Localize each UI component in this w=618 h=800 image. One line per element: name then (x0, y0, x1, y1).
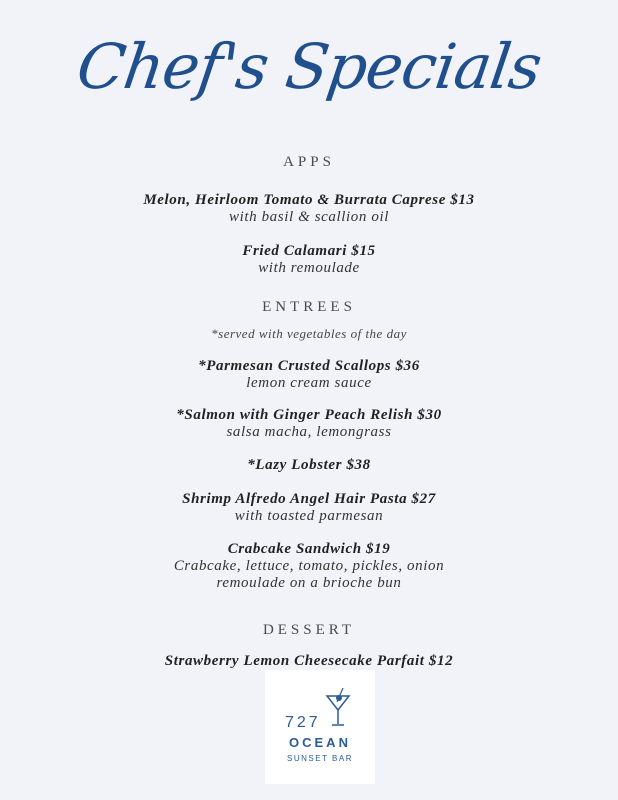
menu-item-description: with basil & scallion oil (228, 209, 389, 225)
martini-glass-icon (325, 688, 351, 728)
menu-item-name: *Lazy Lobster $38 (247, 457, 371, 473)
page-title: Chef's Specials (72, 30, 546, 103)
logo-tagline: SUNSET BAR (287, 754, 353, 763)
logo-name: OCEAN (289, 735, 351, 750)
menu-item-description: with toasted parmesan (234, 508, 384, 524)
menu-item-name: Fried Calamari $15 (242, 243, 376, 259)
menu-item-name: Crabcake Sandwich $19 (227, 541, 391, 557)
menu-item-name: *Parmesan Crusted Scallops $36 (198, 358, 420, 374)
menu-item-name: Shrimp Alfredo Angel Hair Pasta $27 (182, 491, 436, 507)
menu-item-description: with remoulade (258, 260, 360, 276)
section-note: *served with vegetables of the day (211, 326, 407, 341)
logo (265, 670, 375, 784)
menu-item-name: *Salmon with Ginger Peach Relish $30 (176, 407, 442, 423)
menu-item-name: Melon, Heirloom Tomato & Burrata Caprese $13 (143, 192, 475, 208)
menu-item-name: Strawberry Lemon Cheesecake Parfait $12 (164, 653, 454, 669)
menu-item-description: Crabcake, lettuce, tomato, pickles, onion (173, 558, 445, 574)
section-heading-entrees: ENTREES (262, 299, 356, 315)
section-heading-dessert: DESSERT (262, 622, 356, 638)
section-heading-apps: APPS (283, 154, 335, 170)
menu-item-description: remoulade on a brioche bun (216, 575, 402, 591)
menu-item-description: salsa macha, lemongrass (226, 424, 392, 440)
logo-number: 727 (285, 714, 321, 731)
menu-item-description: lemon cream sauce (246, 375, 372, 391)
